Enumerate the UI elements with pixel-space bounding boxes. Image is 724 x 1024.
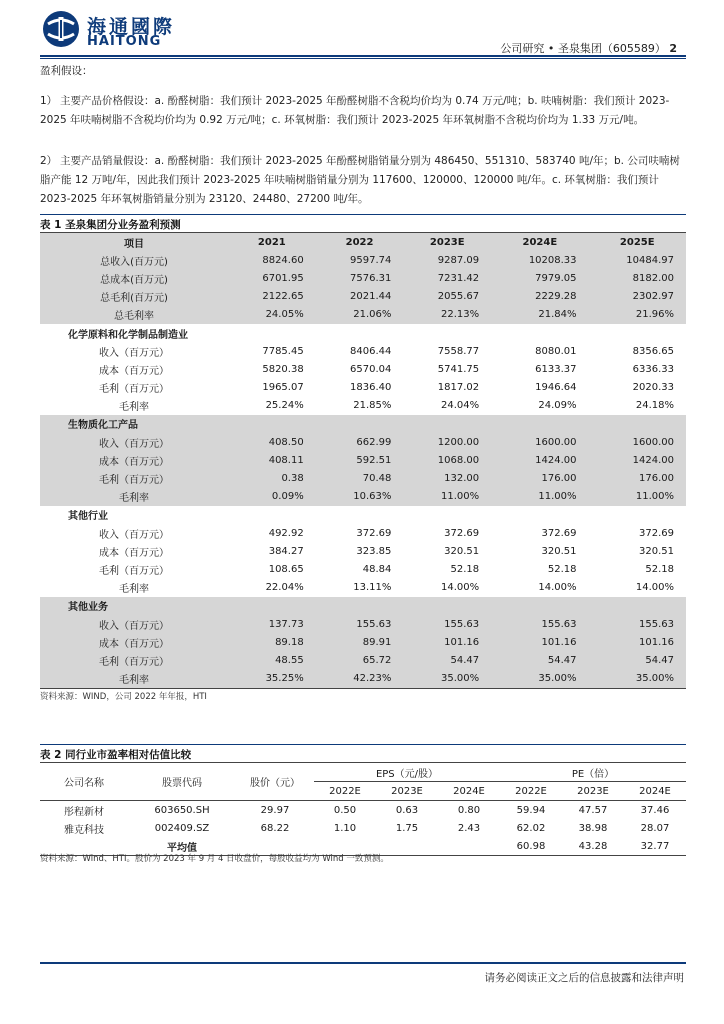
value-cell: 35.00% xyxy=(403,670,491,689)
empty-cell xyxy=(403,324,491,342)
empty-cell xyxy=(403,415,491,433)
row-label: 收入（百万元） xyxy=(40,433,228,451)
table-row xyxy=(40,801,686,820)
value-cell: 592.51 xyxy=(316,451,404,469)
peer-valuation-table xyxy=(40,762,686,856)
year-header: 2024E xyxy=(624,782,686,801)
value-cell: 323.85 xyxy=(356,545,392,557)
row-label: 成本（百万元） xyxy=(40,451,228,469)
table-header-row xyxy=(40,763,686,782)
empty-cell xyxy=(316,597,404,615)
empty-cell xyxy=(316,506,404,524)
table-row xyxy=(40,615,686,633)
value-cell: 10484.97 xyxy=(589,251,686,269)
assumption-paragraph-1 xyxy=(40,92,686,130)
empty-cell xyxy=(589,506,686,524)
column-header: 项目 xyxy=(40,233,228,252)
company-name: 彤程新材 xyxy=(40,801,128,820)
paragraph-number: 1） xyxy=(40,95,58,107)
value-cell: 48.55 xyxy=(228,651,316,669)
value-cell: 24.18% xyxy=(635,400,674,412)
row-label: 收入（百万元） xyxy=(40,615,228,633)
value-cell: 8080.01 xyxy=(535,345,577,357)
column-header: 2022 xyxy=(316,233,404,252)
paragraph-text: 主要产品价格假设：a. 酚醛树脂：我们预计 2023-2025 年酚醛树脂不含税均价均为 0.74 万元/吨；b. 呋喃树脂：我们预计 2023-2025 年呋喃树脂不含税均价均为 0.92 万元/吨；c. 环氧树脂：我们预计 2023-2025 年环氧树脂不含税均价均为 1.33 万元/吨。 xyxy=(40,95,670,126)
value-cell: 8356.65 xyxy=(632,345,674,357)
value-cell: 35.00% xyxy=(491,670,588,689)
stock-price: 68.22 xyxy=(260,822,290,834)
value-cell: 2229.28 xyxy=(491,288,588,306)
doc-header-label xyxy=(500,40,677,56)
eps-value: 0.80 xyxy=(438,801,500,820)
header-divider-thin xyxy=(40,58,686,59)
empty-cell xyxy=(316,324,404,342)
value-cell: 21.84% xyxy=(491,306,588,324)
column-header: 股票代码 xyxy=(128,763,236,801)
empty-cell xyxy=(403,597,491,615)
value-cell: 21.85% xyxy=(353,400,392,412)
row-label: 收入（百万元） xyxy=(99,529,169,541)
value-cell: 21.96% xyxy=(589,306,686,324)
pe-average: 60.98 xyxy=(500,837,562,856)
column-header: 2023E xyxy=(403,233,491,252)
row-label: 毛利率 xyxy=(40,488,228,506)
table-row xyxy=(40,819,686,837)
value-cell: 22.04% xyxy=(265,582,304,594)
value-cell: 54.47 xyxy=(491,651,588,669)
value-cell: 14.00% xyxy=(538,582,577,594)
value-cell: 1068.00 xyxy=(403,451,491,469)
value-cell: 137.73 xyxy=(228,615,316,633)
value-cell: 6701.95 xyxy=(228,269,316,287)
empty-cell xyxy=(228,506,316,524)
value-cell: 7979.05 xyxy=(491,269,588,287)
eps-value: 0.50 xyxy=(314,801,376,820)
row-label: 成本（百万元） xyxy=(99,365,169,377)
eps-value: 0.63 xyxy=(376,801,438,820)
profit-forecast-table xyxy=(40,232,686,689)
value-cell: 9287.09 xyxy=(403,251,491,269)
column-header: 2024E xyxy=(491,233,588,252)
logo-english-text: HAITONG xyxy=(87,34,162,49)
segment-header-row xyxy=(40,415,686,433)
value-cell: 6570.04 xyxy=(350,363,392,375)
value-cell: 7785.45 xyxy=(262,345,304,357)
segment-header-row xyxy=(40,506,686,524)
table1-caption: 表 1 圣泉集团分业务盈利预测 xyxy=(40,219,181,231)
stock-price: 29.97 xyxy=(236,801,314,820)
value-cell: 1817.02 xyxy=(437,382,480,394)
segment-name: 其他行业 xyxy=(68,511,108,523)
column-header: 股价（元） xyxy=(236,763,314,801)
row-label: 总收入(百万元) xyxy=(40,251,228,269)
value-cell: 1836.40 xyxy=(350,382,392,394)
empty-cell xyxy=(403,506,491,524)
value-cell: 21.06% xyxy=(316,306,404,324)
value-cell: 13.11% xyxy=(353,582,392,594)
value-cell: 155.63 xyxy=(589,615,686,633)
row-label: 毛利率 xyxy=(119,402,149,414)
table-row xyxy=(40,306,686,324)
value-cell: 9597.74 xyxy=(316,251,404,269)
value-cell: 7558.77 xyxy=(437,345,480,357)
empty-cell xyxy=(316,415,404,433)
row-label: 毛利（百万元） xyxy=(40,469,228,487)
value-cell: 24.04% xyxy=(440,400,480,412)
row-label: 毛利（百万元） xyxy=(40,651,228,669)
value-cell: 1424.00 xyxy=(589,451,686,469)
column-header: 2021 xyxy=(228,233,316,252)
value-cell: 48.84 xyxy=(362,563,392,575)
value-cell: 2302.97 xyxy=(589,288,686,306)
row-label: 毛利率 xyxy=(40,670,228,689)
value-cell: 89.91 xyxy=(316,633,404,651)
stock-code: 603650.SH xyxy=(128,801,236,820)
value-cell: 1424.00 xyxy=(491,451,588,469)
value-cell: 320.51 xyxy=(639,545,674,557)
section-title: 盈利假设： xyxy=(40,65,93,77)
table-row xyxy=(40,651,686,669)
empty-cell xyxy=(491,506,588,524)
value-cell: 11.00% xyxy=(491,488,588,506)
haitong-logo-icon xyxy=(42,10,80,48)
value-cell: 176.00 xyxy=(491,469,588,487)
value-cell: 320.51 xyxy=(444,545,480,557)
value-cell: 5741.75 xyxy=(437,363,480,375)
value-cell: 108.65 xyxy=(268,563,304,575)
year-header: 2024E xyxy=(438,782,500,801)
doc-label: 公司研究 • 圣泉集团（605589） xyxy=(500,42,666,55)
table-row xyxy=(40,433,686,451)
value-cell: 372.69 xyxy=(541,527,577,539)
column-group-header: PE（倍） xyxy=(500,763,686,782)
value-cell: 52.18 xyxy=(547,563,577,575)
page-number: 2 xyxy=(669,42,677,55)
segment-name: 化学原料和化学制品制造业 xyxy=(68,329,188,341)
value-cell: 372.69 xyxy=(356,527,392,539)
value-cell: 7231.42 xyxy=(403,269,491,287)
value-cell: 132.00 xyxy=(403,469,491,487)
empty-cell xyxy=(228,415,316,433)
table1-top-rule xyxy=(40,214,686,215)
row-label: 收入（百万元） xyxy=(99,347,169,359)
paragraph-number: 2） xyxy=(40,155,58,167)
footer-divider xyxy=(40,962,686,964)
pe-value: 62.02 xyxy=(516,822,546,834)
table-row xyxy=(40,397,686,415)
empty-cell xyxy=(228,597,316,615)
value-cell: 408.50 xyxy=(228,433,316,451)
value-cell: 492.92 xyxy=(268,527,304,539)
value-cell: 89.18 xyxy=(228,633,316,651)
value-cell: 52.18 xyxy=(450,563,480,575)
value-cell: 35.25% xyxy=(228,670,316,689)
table-row xyxy=(40,379,686,397)
value-cell: 372.69 xyxy=(639,527,674,539)
value-cell: 372.69 xyxy=(444,527,480,539)
table-row xyxy=(40,579,686,597)
value-cell: 54.47 xyxy=(589,651,686,669)
value-cell: 1965.07 xyxy=(262,382,304,394)
empty-cell xyxy=(228,324,316,342)
table-row xyxy=(40,542,686,560)
eps-value: 1.75 xyxy=(395,822,419,834)
value-cell: 2055.67 xyxy=(403,288,491,306)
pe-average: 43.28 xyxy=(562,837,624,856)
value-cell: 42.23% xyxy=(316,670,404,689)
paragraph-text: 主要产品销量假设：a. 酚醛树脂：我们预计 2023-2025 年酚醛树脂销量分别为 486450、551310、583740 吨/年；b. 公司呋喃树脂产能 12 万吨/年，因此我们预计 2023-2025 年呋喃树脂销量分别为 117600、120000、120000 吨/年。c. 环氧树脂：我们预计 2023-2025 年环氧树脂销量分别为 23120、24480、27200 吨/年。 xyxy=(40,155,680,205)
value-cell: 1600.00 xyxy=(491,433,588,451)
row-label: 毛利率 xyxy=(119,584,149,596)
eps-value: 1.10 xyxy=(333,822,357,834)
table-row xyxy=(40,360,686,378)
row-label: 成本（百万元） xyxy=(99,547,169,559)
column-group-header: EPS（元/股） xyxy=(314,763,500,782)
table-row xyxy=(40,670,686,689)
table-row xyxy=(40,633,686,651)
value-cell: 10208.33 xyxy=(491,251,588,269)
row-label: 成本（百万元） xyxy=(40,633,228,651)
year-header: 2022E xyxy=(500,782,562,801)
table-row xyxy=(40,269,686,287)
value-cell: 7576.31 xyxy=(316,269,404,287)
footer-disclaimer: 请务必阅读正文之后的信息披露和法律声明 xyxy=(484,972,684,984)
value-cell: 54.47 xyxy=(403,651,491,669)
value-cell: 155.63 xyxy=(403,615,491,633)
table2-source: 资料来源：Wind、HTI。股价为 2023 年 9 月 4 日收盘价，每股收益均为 Wind 一致预测。 xyxy=(40,854,389,864)
average-spacer xyxy=(438,837,500,856)
value-cell: 101.16 xyxy=(589,633,686,651)
value-cell: 35.00% xyxy=(589,670,686,689)
year-header: 2023E xyxy=(376,782,438,801)
value-cell: 8182.00 xyxy=(589,269,686,287)
empty-cell xyxy=(589,324,686,342)
value-cell: 11.00% xyxy=(589,488,686,506)
average-label: 平均值 xyxy=(128,837,236,856)
value-cell: 155.63 xyxy=(316,615,404,633)
value-cell: 155.63 xyxy=(491,615,588,633)
pe-value: 37.46 xyxy=(624,801,686,820)
value-cell: 8824.60 xyxy=(228,251,316,269)
value-cell: 6336.33 xyxy=(632,363,674,375)
value-cell: 101.16 xyxy=(491,633,588,651)
company-name: 雅克科技 xyxy=(64,824,104,836)
value-cell: 6133.37 xyxy=(535,363,577,375)
empty-cell xyxy=(589,415,686,433)
row-label: 毛利（百万元） xyxy=(99,384,169,396)
value-cell: 10.63% xyxy=(316,488,404,506)
pe-value: 38.98 xyxy=(578,822,608,834)
logo-chinese-text: 海通國際 xyxy=(87,16,176,38)
value-cell: 101.16 xyxy=(403,633,491,651)
segment-header-row xyxy=(40,597,686,615)
value-cell: 2021.44 xyxy=(316,288,404,306)
empty-cell xyxy=(491,415,588,433)
row-label: 毛利（百万元） xyxy=(99,565,169,577)
table-row xyxy=(40,251,686,269)
value-cell: 65.72 xyxy=(316,651,404,669)
eps-value: 2.43 xyxy=(457,822,481,834)
header-divider xyxy=(40,55,686,57)
empty-cell xyxy=(491,597,588,615)
assumption-paragraph-2 xyxy=(40,152,686,209)
empty-cell xyxy=(491,324,588,342)
table-row xyxy=(40,451,686,469)
column-header: 2025E xyxy=(589,233,686,252)
value-cell: 0.09% xyxy=(228,488,316,506)
pe-value: 47.57 xyxy=(562,801,624,820)
table2-caption: 表 2 同行业市盈率相对估值比较 xyxy=(40,749,192,761)
value-cell: 24.05% xyxy=(228,306,316,324)
value-cell: 1200.00 xyxy=(403,433,491,451)
value-cell: 176.00 xyxy=(589,469,686,487)
value-cell: 14.00% xyxy=(440,582,480,594)
table1-source: 资料来源：WIND，公司 2022 年年报，HTI xyxy=(40,692,207,702)
stock-code: 002409.SZ xyxy=(154,822,210,834)
value-cell: 408.11 xyxy=(228,451,316,469)
value-cell: 1600.00 xyxy=(589,433,686,451)
table-row xyxy=(40,342,686,360)
table-header-row xyxy=(40,233,686,252)
empty-cell xyxy=(589,597,686,615)
value-cell: 384.27 xyxy=(268,545,304,557)
row-label: 总毛利率 xyxy=(40,306,228,324)
column-header: 公司名称 xyxy=(40,763,128,801)
value-cell: 0.38 xyxy=(228,469,316,487)
segment-name: 生物质化工产品 xyxy=(40,415,228,433)
pe-value: 28.07 xyxy=(640,822,670,834)
value-cell: 662.99 xyxy=(316,433,404,451)
row-label: 总成本(百万元) xyxy=(40,269,228,287)
value-cell: 25.24% xyxy=(265,400,304,412)
segment-header-row xyxy=(40,324,686,342)
table2-top-rule xyxy=(40,744,686,745)
value-cell: 320.51 xyxy=(541,545,577,557)
pe-average: 32.77 xyxy=(624,837,686,856)
row-label: 总毛利(百万元) xyxy=(40,288,228,306)
value-cell: 14.00% xyxy=(635,582,674,594)
pe-value: 59.94 xyxy=(500,801,562,820)
value-cell: 8406.44 xyxy=(350,345,392,357)
table-row xyxy=(40,288,686,306)
value-cell: 11.00% xyxy=(403,488,491,506)
year-header: 2022E xyxy=(314,782,376,801)
value-cell: 22.13% xyxy=(403,306,491,324)
value-cell: 2020.33 xyxy=(632,382,674,394)
table-row xyxy=(40,524,686,542)
value-cell: 1946.64 xyxy=(535,382,577,394)
value-cell: 24.09% xyxy=(538,400,577,412)
year-header: 2023E xyxy=(562,782,624,801)
table-row xyxy=(40,469,686,487)
value-cell: 52.18 xyxy=(645,563,674,575)
table-row xyxy=(40,560,686,578)
table-row xyxy=(40,488,686,506)
segment-name: 其他业务 xyxy=(40,597,228,615)
value-cell: 2122.65 xyxy=(228,288,316,306)
value-cell: 5820.38 xyxy=(262,363,304,375)
value-cell: 70.48 xyxy=(316,469,404,487)
